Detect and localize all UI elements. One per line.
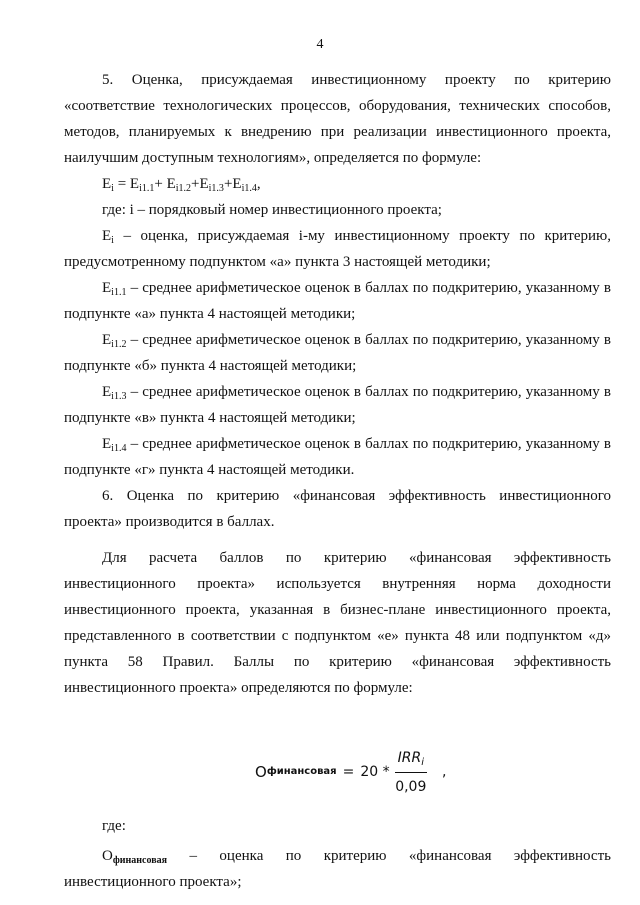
where-label: где: — [102, 818, 126, 834]
paragraph-5: 5. Оценка, присуждаемая инвестиционному проекту по критерию «соответствие технологических процессов, оборудования, технических способов, методов, планируемых к внедрению при реализации инвестиционного проекта, наилучшим доступным технологиям», определяется по формуле: — [64, 72, 611, 166]
formula-financial-score — [64, 745, 611, 799]
definition-e-i1-3: $E_{i1.3}$ – среднее арифметическое оценок в баллах по подкритерию, указанному в подпункте «в» пункта 4 настоящей методики; — [64, 384, 611, 426]
fraction-numerator: $IRR_i$ — [395, 745, 427, 773]
page-number: 4 — [316, 37, 324, 52]
formula-financial-score-expression: O финансовая = 20 * $\frac{IRR_i}{0,09}$ , — [255, 745, 446, 799]
document-body — [64, 67, 611, 895]
definition-e-i: $E_i$ – оценка, присуждаемая i-му инвестиционному проекту по критерию, предусмотренному подпунктом «а» пункта 3 настоящей методики; — [64, 228, 611, 270]
definition-o-financial: $O_{финансовая}$ – оценка по критерию «финансовая эффективность инвестиционного проекта»; — [64, 848, 611, 890]
definition-e-i1-2: $E_{i1.2}$ – среднее арифметическое оценок в баллах по подкритерию, указанному в подпункте «б» пункта 4 настоящей методики; — [64, 332, 611, 374]
paragraph-7: Для расчета баллов по критерию «финансовая эффективность инвестиционного проекта» используется внутренняя норма доходности инвестиционного проекта, указанная в бизнес-плане инвестиционного проекта, представленного в соответствии с подпунктом «е» пункта 48 или подпунктом «д» пункта 58 Правил. Баллы по критерию «финансовая эффективность инвестиционного проекта» определяются по формуле: — [64, 550, 611, 696]
where-i-definition: где: i – порядковый номер инвестиционного проекта; — [102, 202, 442, 218]
fraction-denominator: 0,09 — [395, 778, 427, 795]
formula-e-sum: $E_i = E_{i1.1}+ E_{i1.2}+E_{i1.3}+E_{i1.4}$, — [102, 176, 261, 194]
definition-e-i1-4: $E_{i1.4}$ – среднее арифметическое оценок в баллах по подкритерию, указанному в подпункте «г» пункта 4 настоящей методики. — [64, 436, 611, 478]
paragraph-6: 6. Оценка по критерию «финансовая эффективность инвестиционного проекта» производится в баллах. — [64, 488, 611, 530]
definition-e-i1-1: $E_{i1.1}$ – среднее арифметическое оценок в баллах по подкритерию, указанному в подпункте «а» пункта 4 настоящей методики; — [64, 280, 611, 322]
formula-fraction — [395, 745, 427, 800]
